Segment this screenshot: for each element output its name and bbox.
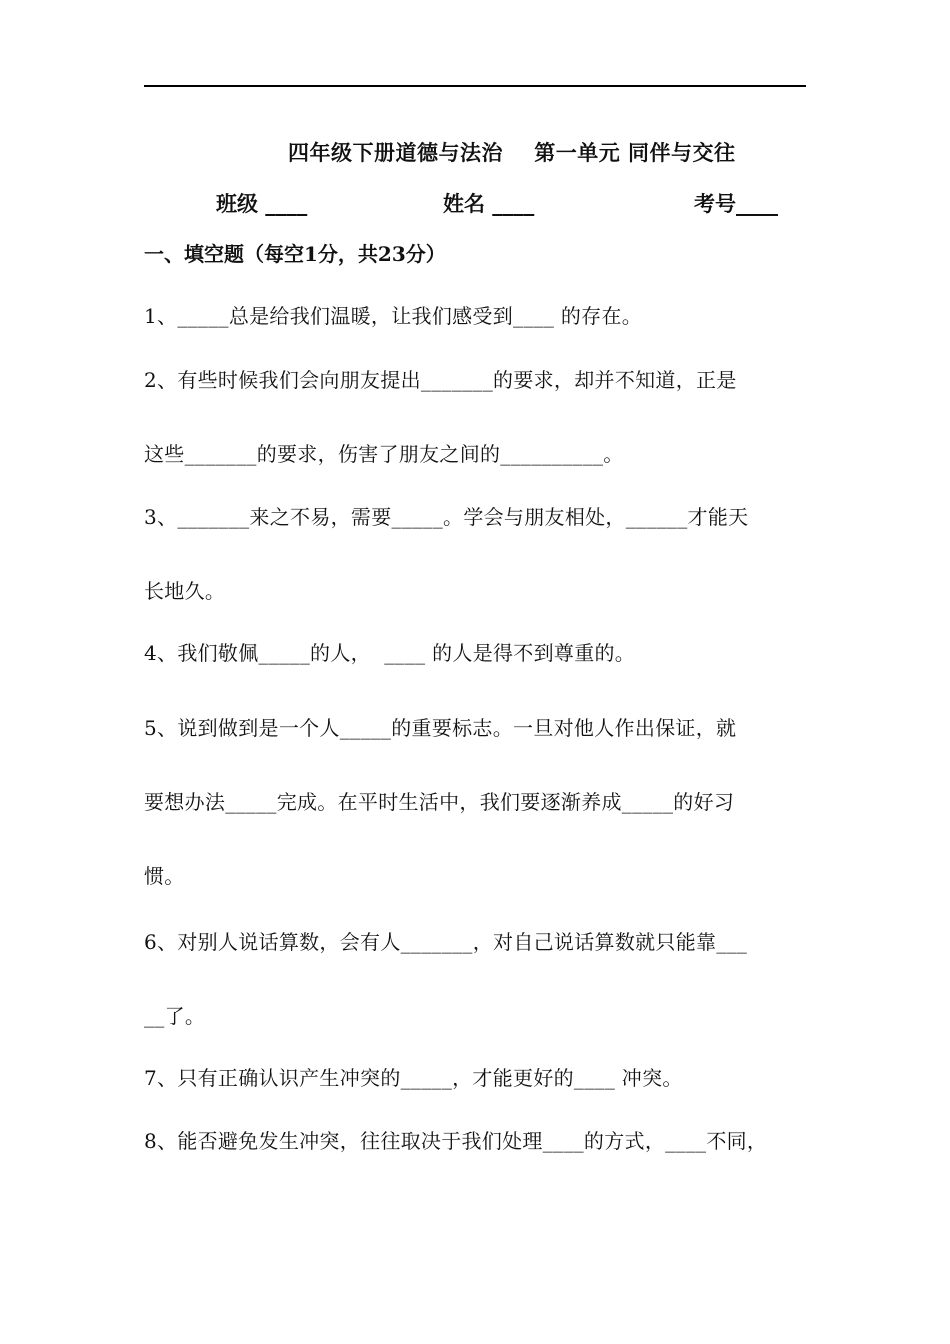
question-line: 1、_____总是给我们温暖，让我们感受到____ 的存在。 xyxy=(144,304,643,328)
question-line: 5、说到做到是一个人_____的重要标志。一旦对他人作出保证，就 xyxy=(144,716,737,740)
question-line: 长地久。 xyxy=(144,579,226,603)
question-line: __了。 xyxy=(144,1004,206,1028)
question-line: 3、_______来之不易，需要_____。学会与朋友相处，______才能天 xyxy=(144,505,749,529)
question-line: 6、对别人说话算数，会有人_______，对自己说话算数就只能靠___ xyxy=(144,930,748,954)
section-heading: 一、填空题（每空1分，共23分） xyxy=(144,242,446,266)
exam-number-field: 考号____ xyxy=(694,191,778,216)
question-line: 要想办法_____完成。在平时生活中，我们要逐渐养成_____的好习 xyxy=(144,790,735,814)
question-line: 2、有些时候我们会向朋友提出_______的要求，却并不知道，正是 xyxy=(144,368,737,392)
question-line: 4、我们敬佩_____的人， ____ 的人是得不到尊重的。 xyxy=(144,641,636,665)
top-rule xyxy=(144,85,806,87)
question-line: 惯。 xyxy=(144,864,185,888)
page-title: 四年级下册道德与法治 第一单元 同伴与交往 xyxy=(288,140,736,165)
class-field: 班级 ____ xyxy=(216,191,308,216)
name-field: 姓名 ____ xyxy=(443,191,535,216)
question-line: 8、能否避免发生冲突，往往取决于我们处理____的方式，____不同， xyxy=(144,1129,768,1153)
question-line: 这些_______的要求，伤害了朋友之间的__________。 xyxy=(144,442,624,466)
question-line: 7、只有正确认识产生冲突的_____，才能更好的____ 冲突。 xyxy=(144,1066,683,1090)
